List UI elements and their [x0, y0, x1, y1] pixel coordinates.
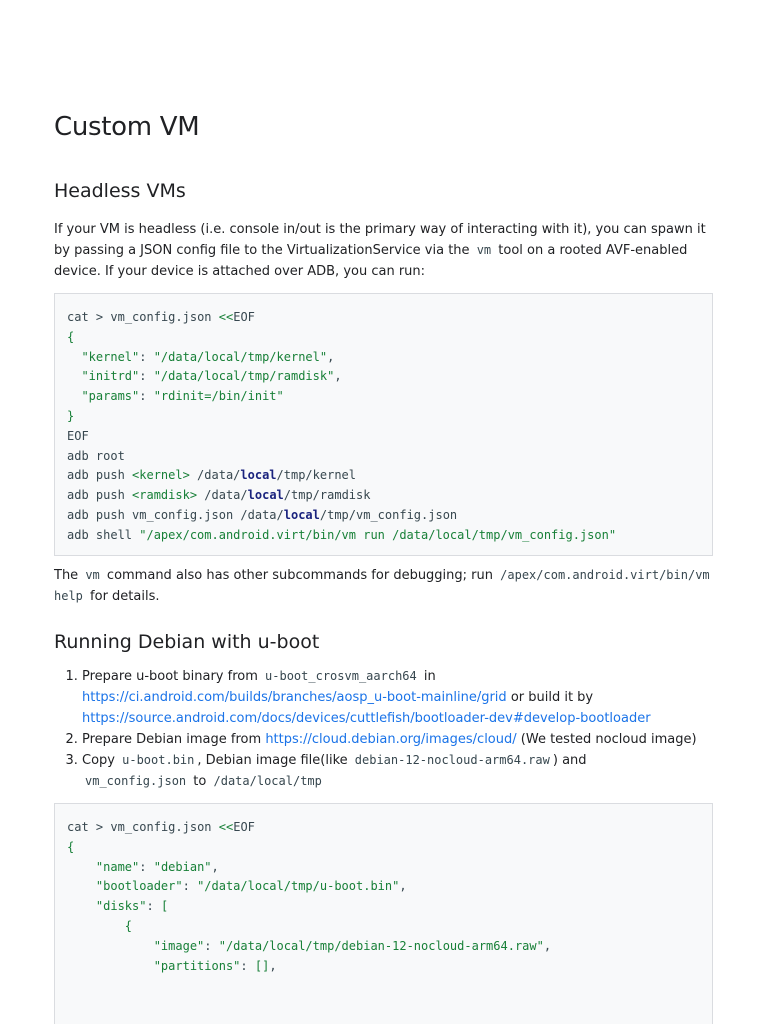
link-debian-cloud-images[interactable]: https://cloud.debian.org/images/cloud/: [265, 732, 517, 747]
vm-subcommands-paragraph: The vm command also has other subcommands for debugging; run /apex/com.android.virt/bin/vm help for details.: [54, 568, 710, 604]
link-cuttlefish-bootloader[interactable]: https://source.android.com/docs/devices/cuttlefish/bootloader-dev#develop-bootloader: [82, 711, 651, 726]
list-item: 2. Prepare Debian image from https://cloud.debian.org/images/cloud/ (We tested nocloud image): [82, 729, 722, 750]
inline-code-vm-2: vm: [85, 568, 100, 582]
inline-code-vm: vm: [476, 243, 492, 257]
debian-steps-list: [54, 666, 722, 792]
code-block-debian[interactable]: cat > vm_config.json <<EOF { "name": "debian", "bootloader": "/data/local/tmp/u-boot.bin", "disks": [ { "image": "/data/local/tmp/debian-12-nocloud-arm64.raw", "partitions": [],: [54, 803, 713, 1024]
section-heading-headless: Headless VMs: [54, 180, 186, 202]
headless-intro-paragraph: If your VM is headless (i.e. console in/out is the primary way of interacting with it), you can spawn it by passing a JSON config file to the VirtualizationService via the vm tool on a rooted AVF-enabled device. If your device is attached over ADB, you can run:: [54, 222, 706, 279]
list-item: 3. Copy u-boot.bin , Debian image file(like debian-12-nocloud-arm64.raw ) and vm_config.json to /data/local/tmp: [82, 750, 722, 792]
list-item: 1. Prepare u-boot binary from u-boot_crosvm_aarch64 in https://ci.android.com/builds/branches/aosp_u-boot-mainline/grid or build it by https://source.android.com/docs/devices/cuttlefish/bootloader-dev#develop-bootloader: [82, 666, 722, 729]
section-heading-debian: Running Debian with u-boot: [54, 631, 320, 653]
inline-code-vm-help: /apex/com.android.virt/bin/vm help: [54, 568, 710, 603]
code-block-headless[interactable]: cat > vm_config.json <<EOF { "kernel": "/data/local/tmp/kernel", "initrd": "/data/local/tmp/ramdisk", "params": "rdinit=/bin/init" } EOF adb root adb push <kernel> /data/local/tmp/kernel adb push <ramdisk> /data/local/tmp/ramdisk adb push vm_config.json /data/local/tmp/vm_config.json adb shell "/apex/com.android.virt/bin/vm run /data/local/tmp/vm_config.json": [54, 293, 713, 556]
link-ci-android-uboot[interactable]: https://ci.android.com/builds/branches/aosp_u-boot-mainline/grid: [82, 690, 507, 705]
page-title: Custom VM: [54, 112, 200, 142]
